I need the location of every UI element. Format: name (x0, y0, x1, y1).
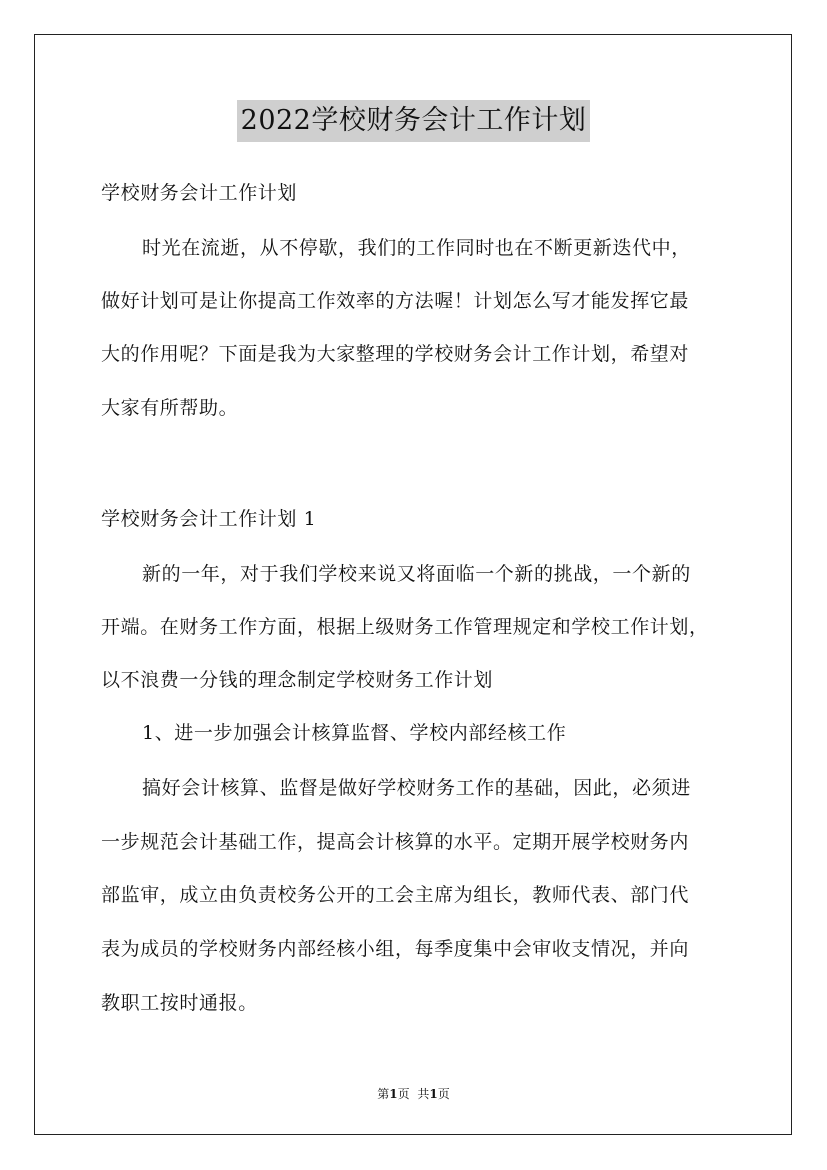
footer-page-number: 1 (389, 1087, 398, 1101)
footer-total-prefix: 共 (417, 1087, 430, 1101)
section-paragraph-line: 开端。在财务工作方面，根据上级财务工作管理规定和学校工作计划， (101, 616, 709, 638)
intro-line: 做好计划可是让你提高工作效率的方法喔！计划怎么写才能发挥它最 (101, 290, 690, 312)
section-paragraph-line: 新的一年，对于我们学校来说又将面临一个新的挑战，一个新的 (142, 563, 691, 585)
page-footer (0, 1085, 827, 1102)
section-paragraph-line: 以不浪费一分钱的理念制定学校财务工作计划 (101, 669, 494, 691)
item-heading: 1、进一步加强会计核算监督、学校内部经核工作 (142, 722, 567, 744)
intro-line: 大家有所帮助。 (101, 397, 239, 419)
footer-total-label: 页 (437, 1087, 450, 1101)
footer-total-pages: 1 (429, 1087, 438, 1101)
item-paragraph-line: 教职工按时通报。 (101, 992, 258, 1014)
intro-line: 大的作用呢？下面是我为大家整理的学校财务会计工作计划，希望对 (101, 343, 690, 365)
intro-line: 时光在流逝，从不停歇，我们的工作同时也在不断更新迭代中， (142, 237, 691, 259)
document-title: 2022学校财务会计工作计划 (237, 100, 591, 142)
title-container (0, 100, 827, 142)
section-heading: 学校财务会计工作计划 1 (101, 508, 317, 530)
item-paragraph-line: 搞好会计核算、监督是做好学校财务工作的基础，因此，必须进 (142, 777, 691, 799)
footer-page-label: 页 (397, 1087, 410, 1101)
footer-prefix: 第 (377, 1087, 390, 1101)
item-paragraph-line: 一步规范会计基础工作，提高会计核算的水平。定期开展学校财务内 (101, 831, 690, 853)
document-subtitle: 学校财务会计工作计划 (101, 182, 298, 204)
item-paragraph-line: 表为成员的学校财务内部经核小组，每季度集中会审收支情况，并向 (101, 938, 690, 960)
item-paragraph-line: 部监审，成立由负责校务公开的工会主席为组长，教师代表、部门代 (101, 884, 690, 906)
